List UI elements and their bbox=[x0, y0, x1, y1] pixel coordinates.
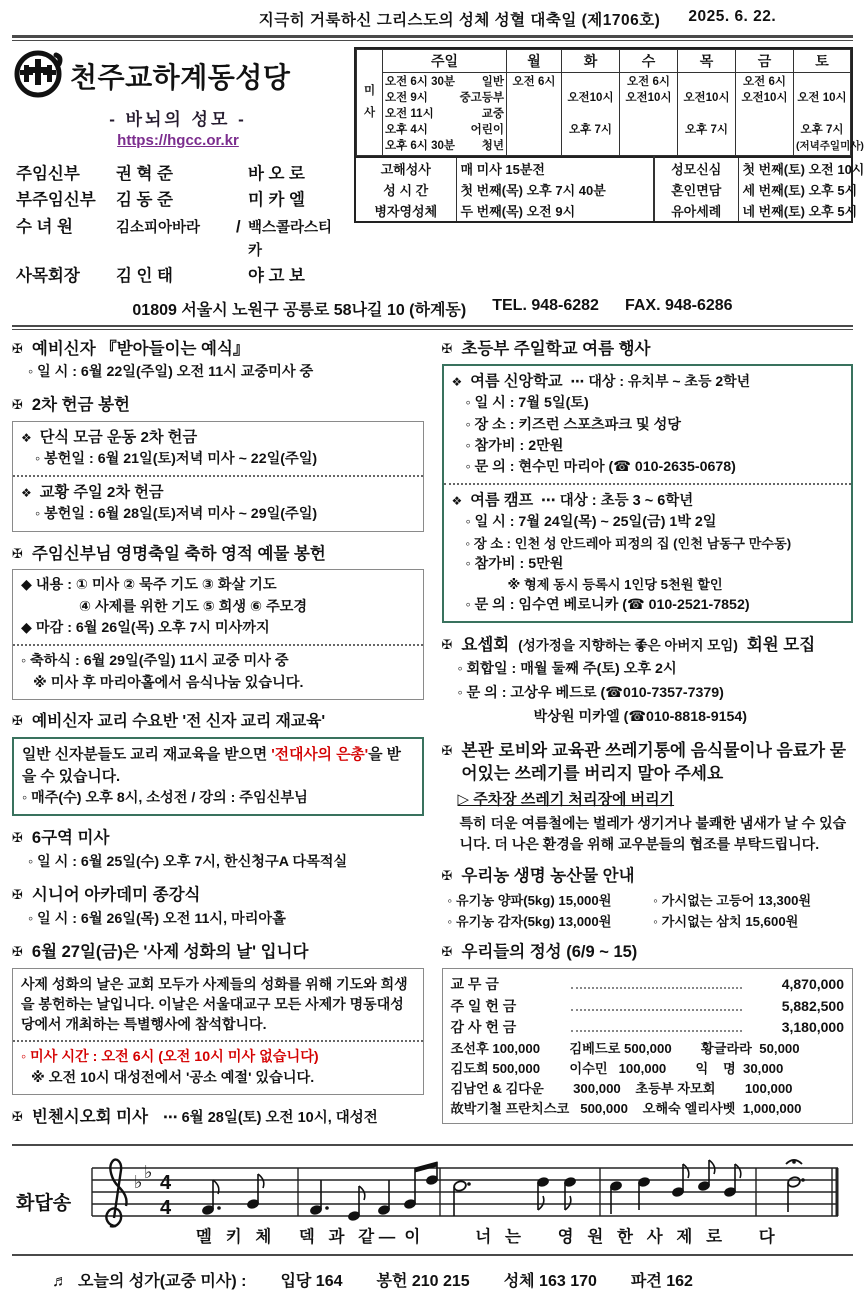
address-line bbox=[12, 297, 853, 320]
section-offerings bbox=[442, 942, 854, 1124]
celebration-note: ※ 미사 후 마리아홀에서 음식나눔 있습니다. bbox=[33, 674, 304, 691]
camp-target: ⋯ 대상 : 초등 3 ~ 6학년 bbox=[541, 493, 694, 510]
farm-item: ◦ 유기농 양파(5kg) 15,000원 bbox=[447, 893, 612, 909]
staff-name: 김소피아바라 bbox=[116, 219, 201, 236]
dotted-divider bbox=[13, 475, 423, 477]
catechesis-text-2: 을 받을 수 있습니다. bbox=[22, 746, 401, 785]
section-title: 예비신자 교리 수요반 '전 신자 교리 재교육' bbox=[31, 712, 326, 730]
section-senior-academy bbox=[12, 885, 424, 930]
staff-role: 부주임신부 bbox=[16, 191, 96, 210]
svg-text:4: 4 bbox=[160, 1196, 172, 1219]
address-divider bbox=[12, 325, 853, 330]
mass-schedule-table bbox=[356, 49, 864, 156]
sub-line: ◦ 봉헌일 : 6월 21일(토)저녁 미사 ~ 22일(주일) bbox=[35, 451, 318, 468]
section-farm-products bbox=[442, 866, 854, 931]
collection-box bbox=[12, 421, 424, 532]
staff-name: 김 동 준 bbox=[116, 191, 173, 210]
section-title: 6월 27일(금)은 '사제 성화의 날' 입니다 bbox=[31, 943, 309, 962]
hymn-entry: 성체 163 170 bbox=[503, 1272, 597, 1290]
offering-summary-row: 교 무 금 4,870,000 bbox=[450, 976, 844, 993]
camp-place: ◦ 장 소 : 인천 성 안드레아 피정의 집 (인천 남동구 만수동) bbox=[465, 535, 792, 551]
sub-marker-icon: ❖ bbox=[451, 375, 463, 390]
vincent-mass-detail: ⋯ 6월 28일(토) 오전 10시, 대성전 bbox=[163, 1110, 378, 1127]
catechesis-schedule: ◦ 매주(수) 오후 8시, 소성전 / 강의 : 주임신부님 bbox=[22, 789, 308, 806]
sanctification-box bbox=[12, 968, 424, 1095]
staff-baptismal: 백스콜라스티카 bbox=[248, 219, 333, 259]
dotted-divider bbox=[13, 1040, 423, 1042]
trash-notice-paragraph: 특히 더운 여름철에는 벌레가 생기거나 불쾌한 냄새가 날 수 있습니다. 더 나은 환경을 위해 교우분들의 협조를 부탁드립니다. bbox=[459, 815, 847, 852]
section-marker-icon: ✠ bbox=[12, 340, 23, 356]
offering-summary-row: 주 일 헌 금 5,882,500 bbox=[450, 997, 844, 1014]
col-wed: 수 bbox=[620, 50, 678, 73]
section-marker-icon: ✠ bbox=[12, 712, 23, 728]
col-mon: 월 bbox=[507, 50, 562, 73]
section-marker-icon: ✠ bbox=[12, 887, 23, 903]
title-tail: 회원 모집 bbox=[746, 635, 816, 654]
staff-row bbox=[16, 161, 340, 187]
section-marker-icon: ✠ bbox=[441, 636, 453, 652]
staff-role: 주임신부 bbox=[16, 165, 80, 183]
offering-box bbox=[12, 569, 424, 699]
sub-marker-icon: ❖ bbox=[451, 494, 463, 509]
farm-item: ◦ 가시없는 삼치 15,600원 bbox=[653, 914, 799, 930]
staff-list bbox=[12, 161, 344, 290]
donor-row: 故박기철 프란치스코 500,000 오해숙 엘리사벳 1,000,000 bbox=[450, 1100, 802, 1116]
section-marker-icon: ✠ bbox=[12, 830, 23, 846]
farm-item: ◦ 가시없는 고등어 13,300원 bbox=[653, 893, 812, 909]
section-title: 우리들의 정성 (6/9 ~ 15) bbox=[461, 943, 638, 962]
staff-row bbox=[16, 187, 340, 213]
section-marker-icon: ✠ bbox=[441, 340, 453, 356]
sub-line: ◦ 봉헌일 : 6월 28일(토)저녁 미사 ~ 29일(주일) bbox=[35, 506, 318, 523]
staff-role: 사목회장 bbox=[16, 267, 80, 286]
section-title: 요셉회 bbox=[461, 635, 510, 654]
wed-cell: 오전 6시 오전10시 bbox=[620, 73, 678, 156]
section-priest-sanctification-day bbox=[12, 942, 424, 1095]
section-feastday-offering bbox=[12, 544, 424, 700]
sub-marker-icon: ❖ bbox=[21, 431, 32, 446]
church-subtitle: - 바뇌의 성모 - bbox=[109, 110, 247, 129]
svg-text:4: 4 bbox=[160, 1171, 172, 1194]
section-title: 본관 로비와 교육관 쓰레기통에 음식물이나 음료가 묻어있는 쓰레기를 버리지 말아 주세요 bbox=[461, 741, 847, 784]
summer-events-box bbox=[442, 364, 854, 623]
left-column bbox=[12, 339, 424, 1140]
col-sat: 토 bbox=[794, 50, 851, 73]
staff-name: 김 인 태 bbox=[116, 267, 173, 286]
section-title: 6구역 미사 bbox=[31, 829, 110, 848]
offering-contents: ◆ 내용 : ① 미사 ② 묵주 기도 ③ 화살 기도 bbox=[21, 577, 277, 594]
mass-schedule-tables bbox=[354, 47, 865, 223]
thu-cell: 오전10시 오후 7시 bbox=[678, 73, 736, 156]
lyrics: 멜 키 체 덱 과 같 ― 이 너 는 영 원 한 사 제 로 다 bbox=[196, 1227, 775, 1246]
staff-role: 수 녀 원 bbox=[16, 217, 73, 236]
donor-row: 김남언 & 김다운 300,000 초등부 자모회 100,000 bbox=[450, 1080, 793, 1096]
faith-school-contact: ◦ 문 의 : 현수민 마리아 (☎ 010-2635-0678) bbox=[465, 459, 736, 476]
music-staff bbox=[88, 1152, 843, 1252]
joseph-contact-2: 박상원 미카엘 (☎010-8818-9154) bbox=[533, 709, 747, 726]
section-title: 주임신부님 영명축일 축하 영적 예물 봉헌 bbox=[31, 544, 326, 563]
camp-date: ◦ 일 시 : 7월 24일(목) ~ 25일(금) 1박 2일 bbox=[465, 514, 717, 531]
section-marker-icon: ✠ bbox=[12, 397, 23, 413]
fri-cell: 오전 6시 오전10시 bbox=[736, 73, 794, 156]
right-column bbox=[442, 339, 854, 1140]
section-marker-icon: ✠ bbox=[441, 743, 453, 759]
farm-price-list bbox=[442, 890, 854, 930]
offerings-box bbox=[442, 968, 854, 1124]
dotted-leader bbox=[571, 1030, 743, 1032]
catechesis-text: 일반 신자분들도 교리 재교육을 받으면 bbox=[22, 746, 272, 763]
section-marker-icon: ✠ bbox=[12, 944, 23, 960]
section-title: 우리농 생명 농산물 안내 bbox=[461, 866, 635, 885]
svg-text:♭: ♭ bbox=[134, 1171, 143, 1192]
sacraments-table: 고해성사 매 미사 15분전 성모신심 첫 번째(토) 오전 10시 성 시 간 첫 번째(목) 오후 7시 40분 혼인면담 세 번째(토) 오후 5시 병자영성체 두 번째(목) 오전 9시 유아세례 네 번째(토) 오후 5시 bbox=[356, 156, 851, 221]
responsorial-psalm bbox=[12, 1144, 853, 1256]
hymn-label: 오늘의 성가(교중 미사) : bbox=[78, 1272, 247, 1290]
farm-item: ◦ 유기농 감자(5kg) 13,000원 bbox=[447, 914, 612, 930]
issue-date: 2025. 6. 22. bbox=[688, 8, 777, 25]
issue-title: 지극히 거룩하신 그리스도의 성체 성혈 대축일 (제1706호) bbox=[258, 12, 661, 29]
tel: TEL. 948-6282 bbox=[492, 296, 599, 314]
address: 01809 서울시 노원구 공릉로 58나길 10 (하계동) bbox=[132, 301, 467, 319]
masthead-left bbox=[12, 47, 344, 290]
sat-cell: 오전 10시 오후 7시 (저녁주일미사) bbox=[794, 73, 851, 156]
logo-row bbox=[12, 47, 344, 104]
mon-cell: 오전 6시 bbox=[507, 73, 562, 156]
celebration-line: ◦ 축하식 : 6월 29일(주일) 11시 교중 미사 중 bbox=[21, 653, 289, 670]
sub-marker-icon: ❖ bbox=[21, 486, 32, 501]
staff-baptismal: 미 카 엘 bbox=[248, 191, 305, 210]
section-line: ◦ 일 시 : 6월 25일(수) 오후 7시, 한신청구A 다목적실 bbox=[28, 853, 348, 870]
section-marker-icon: ✠ bbox=[12, 1109, 23, 1125]
sub-head: 단식 모금 운동 2차 헌금 bbox=[39, 429, 198, 447]
section-vincent-mass bbox=[12, 1107, 424, 1128]
music-note-icon: ♬ bbox=[52, 1272, 68, 1290]
section-catechumen-rite bbox=[12, 339, 424, 384]
offering-contents-2: ④ 사제를 위한 기도 ⑤ 희생 ⑥ 주모경 bbox=[79, 598, 308, 615]
staff-separator: / bbox=[236, 217, 241, 236]
offering-summary-row: 감 사 헌 금 3,180,000 bbox=[450, 1019, 844, 1036]
section-title: 예비신자 『받아들이는 예식』 bbox=[31, 339, 250, 358]
camp-discount-note: ※ 형제 동시 등록시 1인당 5천원 할인 bbox=[507, 576, 723, 592]
section-trash-notice bbox=[442, 740, 854, 853]
staff-row bbox=[16, 214, 340, 263]
fax: FAX. 948-6286 bbox=[624, 296, 733, 314]
dotted-divider bbox=[13, 644, 423, 646]
dotted-leader bbox=[571, 987, 743, 989]
hymn-entry: 봉헌 210 215 bbox=[376, 1272, 470, 1290]
section-second-collection bbox=[12, 395, 424, 531]
donor-row: 김도희 500,000 이수민 100,000 익 명 30,000 bbox=[450, 1060, 784, 1076]
hymn-entry: 입당 164 bbox=[280, 1272, 343, 1290]
sanctification-description: 사제 성화의 날은 교회 모두가 사제들의 성화를 위해 기도와 희생을 봉헌하는 날입니다. 이날은 서울대교구 모든 사제가 명동대성당에서 개최하는 특별행사에 참석합니다. bbox=[21, 975, 408, 1033]
section-title: 2차 헌금 봉헌 bbox=[31, 396, 130, 415]
camp-contact: ◦ 문 의 : 임수연 베로니카 (☎ 010-2521-7852) bbox=[465, 596, 750, 613]
indulgence-highlight: '전대사의 은총' bbox=[271, 746, 369, 763]
trash-disposal-line: ▷ 주차장 쓰레기 처리장에 버리기 bbox=[457, 790, 675, 808]
music-notes bbox=[202, 1160, 805, 1222]
catechesis-box bbox=[12, 737, 424, 817]
church-name: 천주교하계동성당 bbox=[70, 61, 291, 93]
section-sundayschool-summer bbox=[442, 339, 854, 623]
svg-text:♭: ♭ bbox=[144, 1161, 153, 1182]
faith-school-head: 여름 신앙학교 bbox=[470, 373, 563, 391]
church-website-link[interactable]: https://hgcc.or.kr bbox=[117, 132, 239, 149]
section-title: 시니어 아카데미 종강식 bbox=[31, 886, 201, 905]
col-fri: 금 bbox=[736, 50, 794, 73]
section-line: ◦ 일 시 : 6월 26일(목) 오전 11시, 마리아홀 bbox=[28, 910, 286, 927]
donor-row: 조선후 100,000 김베드로 500,000 황글라라 50,000 bbox=[450, 1041, 800, 1057]
hymn-line bbox=[12, 1268, 853, 1291]
faith-school-target: ⋯ 대상 : 유치부 ~ 초등 2학년 bbox=[570, 373, 751, 390]
masthead bbox=[12, 47, 865, 290]
sub-head: 교황 주일 2차 헌금 bbox=[39, 484, 164, 502]
sunday-cell: 오전 6시 30분 일반 오전 9시 중고등부 오전 11시 교중 오후 4시 어린이 오후 6시 30분 청년 bbox=[383, 73, 507, 156]
staff-name: 권 혁 준 bbox=[116, 165, 173, 183]
col-sunday: 주일 bbox=[383, 50, 507, 73]
tue-cell: 오전10시 오후 7시 bbox=[562, 73, 620, 156]
church-logo-icon bbox=[12, 47, 64, 104]
section-marker-icon: ✠ bbox=[441, 867, 453, 883]
section-title: 빈첸시오회 미사 bbox=[31, 1108, 149, 1127]
section-line: ◦ 일 시 : 6월 22일(주일) 오전 11시 교중미사 중 bbox=[28, 364, 314, 381]
dotted-divider bbox=[444, 483, 852, 485]
staff-row bbox=[16, 263, 340, 289]
camp-fee: ◦ 참가비 : 5만원 bbox=[465, 555, 564, 572]
responsorial-label: 화답송 bbox=[16, 1193, 72, 1215]
header-divider bbox=[12, 35, 853, 41]
camp-head: 여름 캠프 bbox=[470, 492, 534, 510]
section-title: 초등부 주일학교 여름 행사 bbox=[461, 339, 651, 358]
section-marker-icon: ✠ bbox=[12, 545, 23, 561]
section-catechesis-class bbox=[12, 712, 424, 816]
faith-school-place: ◦ 장 소 : 키즈런 스포츠파크 및 성당 bbox=[465, 416, 682, 433]
faith-school-date: ◦ 일 시 : 7월 5일(토) bbox=[465, 395, 589, 412]
section-district6-mass bbox=[12, 828, 424, 873]
staff-baptismal: 바 오 로 bbox=[248, 165, 305, 183]
title-paren: (성가정을 지향하는 좋은 아버지 모임) bbox=[518, 637, 738, 653]
section-joseph-society bbox=[442, 635, 854, 729]
col-thu: 목 bbox=[678, 50, 736, 73]
offering-deadline: ◆ 마감 : 6월 26일(목) 오후 7시 미사까지 bbox=[21, 619, 270, 636]
mass-row-label: 미 사 bbox=[357, 50, 383, 156]
faith-school-fee: ◦ 참가비 : 2만원 bbox=[465, 437, 564, 454]
issue-line bbox=[12, 8, 853, 35]
dotted-leader bbox=[571, 1009, 743, 1011]
hymn-entry: 파견 162 bbox=[630, 1272, 693, 1290]
staff-baptismal: 야 고 보 bbox=[248, 267, 305, 286]
joseph-contact-1: ◦ 문 의 : 고상우 베드로 (☎010-7357-7379) bbox=[457, 684, 724, 701]
section-marker-icon: ✠ bbox=[441, 944, 453, 960]
mass-time-warning: ◦ 미사 시간 : 오전 6시 (오전 10시 미사 없습니다) bbox=[21, 1048, 319, 1065]
col-tue: 화 bbox=[562, 50, 620, 73]
joseph-meeting: ◦ 회합일 : 매월 둘째 주(토) 오후 2시 bbox=[457, 660, 677, 677]
chapel-note: ※ 오전 10시 대성전에서 '공소 예절' 있습니다. bbox=[31, 1069, 315, 1086]
